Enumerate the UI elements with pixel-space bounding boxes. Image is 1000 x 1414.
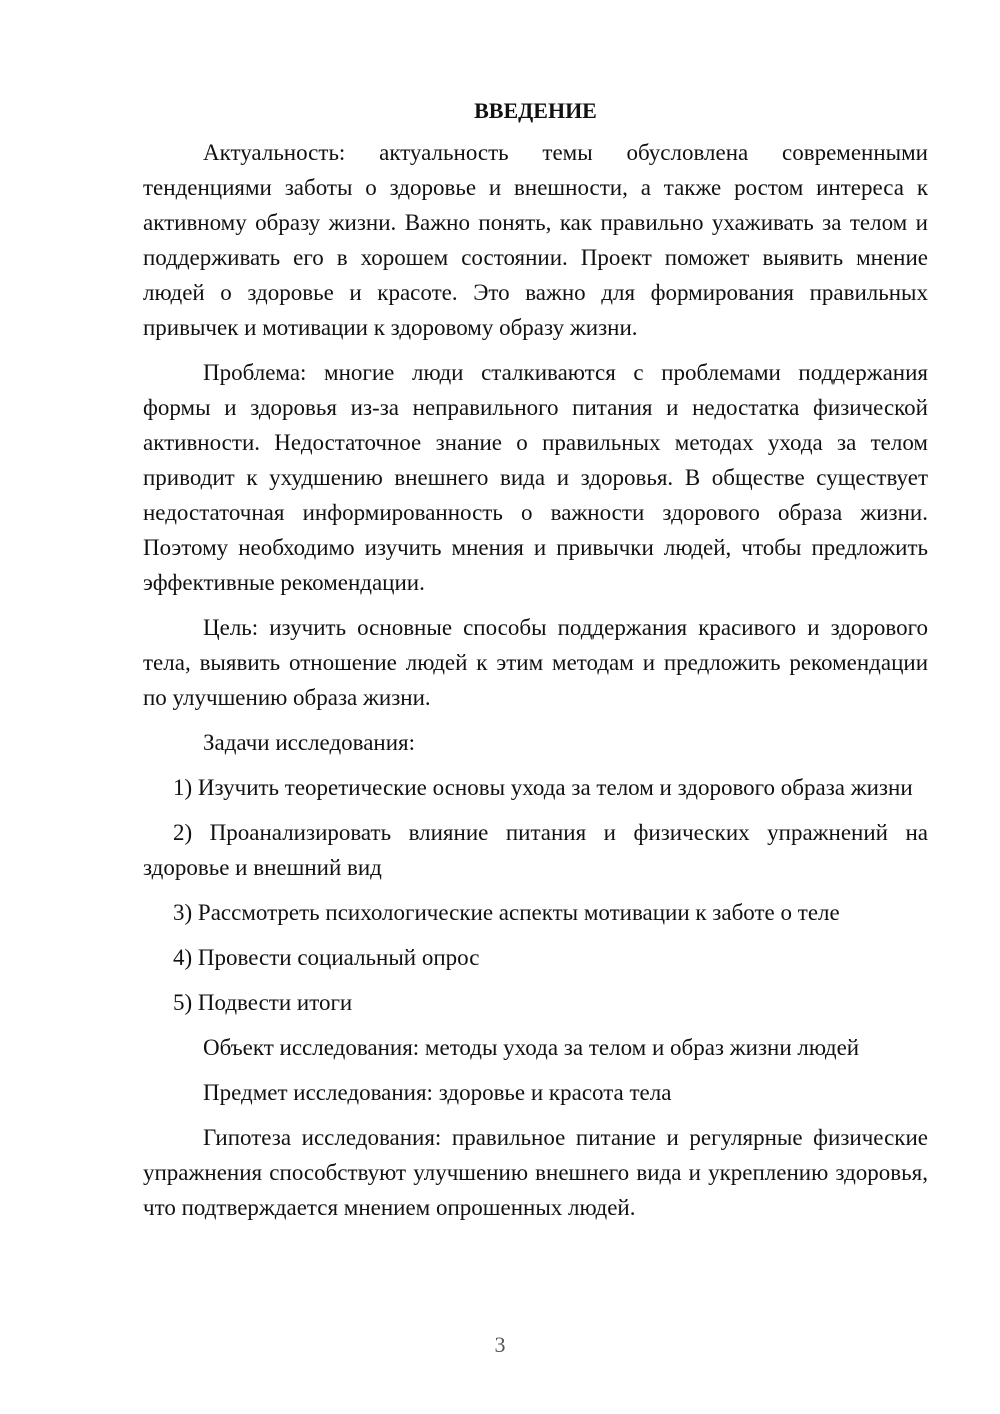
- task-item-4: 4) Провести социальный опрос: [173, 945, 480, 970]
- relevance-paragraph: Актуальность: актуальность темы обусловлена современными тенденциями заботы о здоровье и внешности, а также ростом интереса к активному образу жизни. Важно понять, как правильно ухаживать за телом и поддерживать его в хорошем состоянии. Проект поможет выявить мнение людей о здоровье и красоте. Это важно для формирования правильных привычек и мотивации к здоровому образу жизни.: [143, 140, 928, 340]
- task-item-1: 1) Изучить теоретические основы ухода за телом и здорового образа жизни: [173, 775, 913, 800]
- goal-paragraph: Цель: изучить основные способы поддержания красивого и здорового тела, выявить отношение людей к этим методам и предложить рекомендации по улучшению образа жизни.: [143, 615, 928, 710]
- research-subject: Предмет исследования: здоровье и красота тела: [203, 1080, 672, 1105]
- page-number: 3: [494, 1332, 506, 1357]
- research-object: Объект исследования: методы ухода за телом и образ жизни людей: [203, 1035, 860, 1060]
- hypothesis-paragraph: Гипотеза исследования: правильное питание и регулярные физические упражнения способствуют улучшению внешнего вида и укреплению здоровья, что подтверждается мнением опрошенных людей.: [143, 1125, 928, 1220]
- tasks-list: [143, 770, 928, 1020]
- problem-paragraph: Проблема: многие люди сталкиваются с проблемами поддержания формы и здоровья из-за неправильного питания и недостатка физической активности. Недостаточное знание о правильных методах ухода за телом приводит к ухудшению внешнего вида и здоровья. В обществе существует недостаточная информированность о важности здорового образа жизни. Поэтому необходимо изучить мнения и привычки людей, чтобы предложить эффективные рекомендации.: [143, 360, 928, 595]
- page-title: ВВЕДЕНИЕ: [474, 98, 597, 123]
- document-page: [143, 96, 928, 1235]
- task-item-5: 5) Подвести итоги: [173, 990, 353, 1015]
- task-item-3: 3) Рассмотреть психологические аспекты мотивации к заботе о теле: [173, 900, 840, 925]
- tasks-heading: Задачи исследования:: [203, 730, 416, 755]
- task-item-2: 2) Проанализировать влияние питания и физических упражнений на здоровье и внешний вид: [143, 820, 928, 880]
